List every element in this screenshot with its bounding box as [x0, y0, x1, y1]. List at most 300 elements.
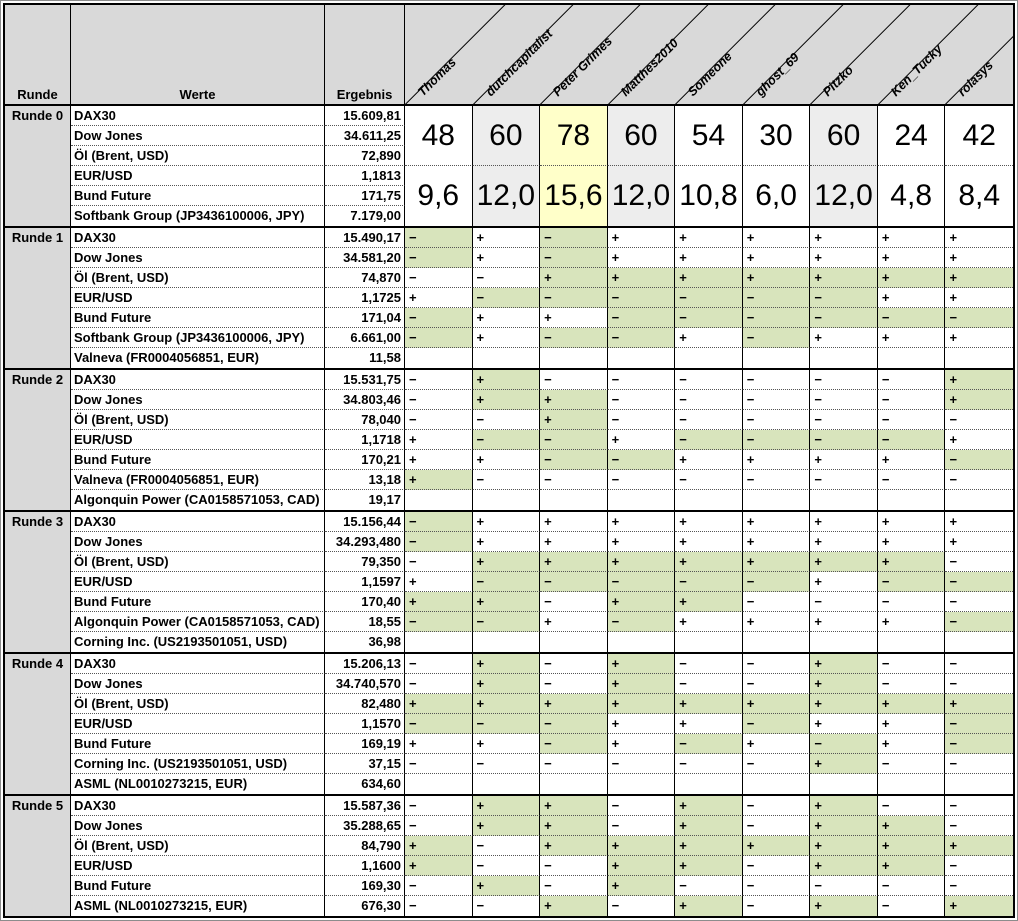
- prediction-cell[interactable]: [675, 632, 743, 652]
- instrument-cell[interactable]: DAX30: [71, 654, 325, 674]
- score-cell[interactable]: 54: [675, 106, 743, 166]
- prediction-cell[interactable]: +: [608, 592, 676, 612]
- instrument-cell[interactable]: Öl (Brent, USD): [71, 694, 325, 714]
- prediction-cell[interactable]: +: [810, 450, 878, 470]
- prediction-cell[interactable]: [675, 348, 743, 368]
- prediction-cell[interactable]: +: [540, 836, 608, 856]
- prediction-cell[interactable]: +: [878, 836, 946, 856]
- prediction-cell[interactable]: −: [473, 572, 541, 592]
- score-avg-cell[interactable]: 12,0: [608, 166, 676, 226]
- result-cell[interactable]: 34.293,480: [325, 532, 405, 552]
- prediction-cell[interactable]: −: [473, 896, 541, 916]
- instrument-cell[interactable]: DAX30: [71, 512, 325, 532]
- result-cell[interactable]: 6.661,00: [325, 328, 405, 348]
- prediction-cell[interactable]: −: [878, 430, 946, 450]
- result-cell[interactable]: 171,75: [325, 186, 405, 206]
- prediction-cell[interactable]: +: [810, 612, 878, 632]
- instrument-cell[interactable]: Dow Jones: [71, 126, 325, 146]
- prediction-cell[interactable]: [608, 632, 676, 652]
- prediction-cell[interactable]: −: [743, 390, 811, 410]
- prediction-cell[interactable]: −: [743, 816, 811, 836]
- prediction-cell[interactable]: +: [473, 512, 541, 532]
- prediction-cell[interactable]: +: [675, 612, 743, 632]
- instrument-cell[interactable]: Corning Inc. (US2193501051, USD): [71, 754, 325, 774]
- prediction-cell[interactable]: −: [405, 876, 473, 896]
- prediction-cell[interactable]: −: [540, 674, 608, 694]
- prediction-cell[interactable]: −: [810, 370, 878, 390]
- prediction-cell[interactable]: +: [810, 654, 878, 674]
- prediction-cell[interactable]: +: [473, 816, 541, 836]
- prediction-cell[interactable]: −: [810, 876, 878, 896]
- prediction-cell[interactable]: +: [810, 248, 878, 268]
- instrument-cell[interactable]: Dow Jones: [71, 532, 325, 552]
- prediction-cell[interactable]: −: [675, 734, 743, 754]
- prediction-cell[interactable]: [540, 348, 608, 368]
- prediction-cell[interactable]: −: [675, 370, 743, 390]
- prediction-cell[interactable]: +: [743, 532, 811, 552]
- prediction-cell[interactable]: −: [608, 410, 676, 430]
- score-cell[interactable]: 24: [878, 106, 946, 166]
- result-cell[interactable]: 11,58: [325, 348, 405, 368]
- result-cell[interactable]: 37,15: [325, 754, 405, 774]
- prediction-cell[interactable]: +: [540, 694, 608, 714]
- instrument-cell[interactable]: Bund Future: [71, 734, 325, 754]
- prediction-cell[interactable]: [675, 774, 743, 794]
- score-avg-cell[interactable]: 6,0: [743, 166, 811, 226]
- prediction-cell[interactable]: +: [608, 430, 676, 450]
- prediction-cell[interactable]: +: [675, 592, 743, 612]
- score-cell[interactable]: 60: [810, 106, 878, 166]
- prediction-cell[interactable]: +: [743, 248, 811, 268]
- prediction-cell[interactable]: −: [608, 328, 676, 348]
- result-cell[interactable]: 34.803,46: [325, 390, 405, 410]
- prediction-cell[interactable]: −: [405, 654, 473, 674]
- prediction-cell[interactable]: −: [675, 308, 743, 328]
- instrument-cell[interactable]: Dow Jones: [71, 390, 325, 410]
- result-cell[interactable]: 634,60: [325, 774, 405, 794]
- score-avg-cell[interactable]: 12,0: [810, 166, 878, 226]
- round-label[interactable]: Runde 3: [5, 512, 71, 652]
- prediction-cell[interactable]: −: [743, 572, 811, 592]
- prediction-cell[interactable]: −: [945, 674, 1013, 694]
- prediction-cell[interactable]: −: [945, 754, 1013, 774]
- instrument-cell[interactable]: EUR/USD: [71, 430, 325, 450]
- prediction-cell[interactable]: +: [675, 248, 743, 268]
- prediction-cell[interactable]: +: [473, 248, 541, 268]
- instrument-cell[interactable]: EUR/USD: [71, 572, 325, 592]
- prediction-cell[interactable]: −: [878, 654, 946, 674]
- prediction-cell[interactable]: +: [878, 694, 946, 714]
- prediction-cell[interactable]: +: [405, 592, 473, 612]
- prediction-cell[interactable]: −: [810, 410, 878, 430]
- prediction-cell[interactable]: −: [878, 796, 946, 816]
- prediction-cell[interactable]: +: [945, 328, 1013, 348]
- prediction-cell[interactable]: +: [405, 856, 473, 876]
- instrument-cell[interactable]: Algonquin Power (CA0158571053, CAD): [71, 490, 325, 510]
- result-cell[interactable]: 169,30: [325, 876, 405, 896]
- prediction-cell[interactable]: −: [473, 612, 541, 632]
- prediction-cell[interactable]: +: [878, 228, 946, 248]
- prediction-cell[interactable]: −: [675, 754, 743, 774]
- player-name-header[interactable]: rolasys: [955, 58, 997, 99]
- result-cell[interactable]: 34.581,20: [325, 248, 405, 268]
- prediction-cell[interactable]: −: [473, 288, 541, 308]
- prediction-cell[interactable]: −: [878, 754, 946, 774]
- prediction-cell[interactable]: −: [743, 674, 811, 694]
- prediction-cell[interactable]: −: [405, 714, 473, 734]
- prediction-cell[interactable]: +: [473, 552, 541, 572]
- prediction-cell[interactable]: −: [540, 754, 608, 774]
- prediction-cell[interactable]: [945, 348, 1013, 368]
- prediction-cell[interactable]: −: [945, 876, 1013, 896]
- prediction-cell[interactable]: +: [810, 754, 878, 774]
- score-avg-cell[interactable]: 15,6: [540, 166, 608, 226]
- prediction-cell[interactable]: −: [473, 268, 541, 288]
- prediction-cell[interactable]: +: [675, 552, 743, 572]
- prediction-cell[interactable]: +: [675, 714, 743, 734]
- prediction-cell[interactable]: +: [945, 694, 1013, 714]
- prediction-cell[interactable]: −: [473, 410, 541, 430]
- prediction-cell[interactable]: −: [540, 370, 608, 390]
- prediction-cell[interactable]: [608, 774, 676, 794]
- prediction-cell[interactable]: [540, 774, 608, 794]
- instrument-cell[interactable]: Softbank Group (JP3436100006, JPY): [71, 328, 325, 348]
- header-runde[interactable]: Runde: [5, 5, 71, 104]
- prediction-cell[interactable]: −: [743, 410, 811, 430]
- prediction-cell[interactable]: +: [878, 612, 946, 632]
- score-cell[interactable]: 78: [540, 106, 608, 166]
- instrument-cell[interactable]: Dow Jones: [71, 674, 325, 694]
- prediction-cell[interactable]: +: [743, 450, 811, 470]
- prediction-cell[interactable]: [810, 632, 878, 652]
- prediction-cell[interactable]: −: [743, 796, 811, 816]
- prediction-cell[interactable]: +: [608, 228, 676, 248]
- prediction-cell[interactable]: −: [540, 572, 608, 592]
- result-cell[interactable]: 78,040: [325, 410, 405, 430]
- prediction-cell[interactable]: −: [540, 734, 608, 754]
- prediction-cell[interactable]: −: [878, 572, 946, 592]
- score-avg-cell[interactable]: 12,0: [473, 166, 541, 226]
- prediction-cell[interactable]: −: [608, 390, 676, 410]
- prediction-cell[interactable]: −: [675, 876, 743, 896]
- prediction-cell[interactable]: −: [405, 796, 473, 816]
- prediction-cell[interactable]: +: [810, 674, 878, 694]
- player-name-header[interactable]: dutchcapitalist: [482, 26, 555, 99]
- round-label[interactable]: Runde 2: [5, 370, 71, 510]
- result-cell[interactable]: 676,30: [325, 896, 405, 916]
- prediction-cell[interactable]: −: [540, 654, 608, 674]
- header-werte[interactable]: Werte: [71, 5, 325, 104]
- player-name-header[interactable]: ghost_69: [752, 50, 802, 99]
- prediction-cell[interactable]: +: [405, 572, 473, 592]
- prediction-cell[interactable]: +: [608, 674, 676, 694]
- prediction-cell[interactable]: [473, 632, 541, 652]
- prediction-cell[interactable]: −: [675, 674, 743, 694]
- score-cell[interactable]: 60: [608, 106, 676, 166]
- round-label[interactable]: Runde 5: [5, 796, 71, 916]
- prediction-cell[interactable]: +: [945, 228, 1013, 248]
- prediction-cell[interactable]: −: [675, 410, 743, 430]
- prediction-cell[interactable]: −: [945, 308, 1013, 328]
- prediction-cell[interactable]: −: [405, 328, 473, 348]
- prediction-cell[interactable]: +: [473, 390, 541, 410]
- prediction-cell[interactable]: +: [810, 552, 878, 572]
- result-cell[interactable]: 74,870: [325, 268, 405, 288]
- prediction-cell[interactable]: +: [878, 328, 946, 348]
- prediction-cell[interactable]: −: [540, 876, 608, 896]
- result-cell[interactable]: 1,1600: [325, 856, 405, 876]
- prediction-cell[interactable]: −: [743, 856, 811, 876]
- prediction-cell[interactable]: +: [675, 896, 743, 916]
- prediction-cell[interactable]: +: [878, 512, 946, 532]
- prediction-cell[interactable]: −: [675, 470, 743, 490]
- prediction-cell[interactable]: +: [540, 552, 608, 572]
- prediction-cell[interactable]: −: [675, 430, 743, 450]
- prediction-cell[interactable]: −: [405, 268, 473, 288]
- instrument-cell[interactable]: Bund Future: [71, 876, 325, 896]
- prediction-cell[interactable]: −: [878, 674, 946, 694]
- player-name-header[interactable]: Ken_Tucky: [887, 42, 945, 99]
- prediction-cell[interactable]: +: [540, 268, 608, 288]
- prediction-cell[interactable]: +: [878, 734, 946, 754]
- prediction-cell[interactable]: −: [810, 390, 878, 410]
- instrument-cell[interactable]: Bund Future: [71, 308, 325, 328]
- prediction-cell[interactable]: −: [473, 430, 541, 450]
- prediction-cell[interactable]: [675, 490, 743, 510]
- prediction-cell[interactable]: −: [473, 470, 541, 490]
- prediction-cell[interactable]: −: [608, 816, 676, 836]
- instrument-cell[interactable]: Dow Jones: [71, 248, 325, 268]
- prediction-cell[interactable]: +: [810, 694, 878, 714]
- prediction-cell[interactable]: +: [675, 856, 743, 876]
- prediction-cell[interactable]: −: [945, 654, 1013, 674]
- prediction-cell[interactable]: −: [405, 612, 473, 632]
- prediction-cell[interactable]: +: [540, 390, 608, 410]
- prediction-cell[interactable]: −: [608, 470, 676, 490]
- prediction-cell[interactable]: +: [878, 856, 946, 876]
- prediction-cell[interactable]: +: [540, 796, 608, 816]
- prediction-cell[interactable]: −: [608, 450, 676, 470]
- instrument-cell[interactable]: Algonquin Power (CA0158571053, CAD): [71, 612, 325, 632]
- score-avg-cell[interactable]: 8,4: [945, 166, 1013, 226]
- prediction-cell[interactable]: −: [608, 370, 676, 390]
- prediction-cell[interactable]: +: [675, 228, 743, 248]
- result-cell[interactable]: 72,890: [325, 146, 405, 166]
- instrument-cell[interactable]: Valneva (FR0004056851, EUR): [71, 470, 325, 490]
- result-cell[interactable]: 18,55: [325, 612, 405, 632]
- prediction-cell[interactable]: −: [405, 370, 473, 390]
- instrument-cell[interactable]: DAX30: [71, 106, 325, 126]
- prediction-cell[interactable]: +: [878, 552, 946, 572]
- prediction-cell[interactable]: +: [878, 714, 946, 734]
- prediction-cell[interactable]: −: [405, 816, 473, 836]
- prediction-cell[interactable]: −: [540, 430, 608, 450]
- prediction-cell[interactable]: +: [945, 248, 1013, 268]
- player-name-header[interactable]: Pitzko: [820, 63, 857, 99]
- prediction-cell[interactable]: −: [945, 796, 1013, 816]
- prediction-cell[interactable]: −: [810, 592, 878, 612]
- prediction-cell[interactable]: +: [405, 694, 473, 714]
- prediction-cell[interactable]: −: [405, 674, 473, 694]
- prediction-cell[interactable]: −: [540, 714, 608, 734]
- prediction-cell[interactable]: −: [878, 370, 946, 390]
- prediction-cell[interactable]: +: [473, 328, 541, 348]
- prediction-cell[interactable]: [743, 632, 811, 652]
- prediction-cell[interactable]: −: [743, 876, 811, 896]
- prediction-cell[interactable]: +: [675, 836, 743, 856]
- prediction-cell[interactable]: +: [743, 734, 811, 754]
- instrument-cell[interactable]: Öl (Brent, USD): [71, 268, 325, 288]
- prediction-cell[interactable]: −: [473, 754, 541, 774]
- prediction-cell[interactable]: +: [608, 694, 676, 714]
- round-label[interactable]: Runde 1: [5, 228, 71, 368]
- prediction-cell[interactable]: +: [608, 268, 676, 288]
- instrument-cell[interactable]: Öl (Brent, USD): [71, 836, 325, 856]
- prediction-cell[interactable]: −: [810, 470, 878, 490]
- result-cell[interactable]: 171,04: [325, 308, 405, 328]
- prediction-cell[interactable]: +: [945, 896, 1013, 916]
- prediction-cell[interactable]: [945, 774, 1013, 794]
- prediction-cell[interactable]: [743, 348, 811, 368]
- result-cell[interactable]: 15.490,17: [325, 228, 405, 248]
- instrument-cell[interactable]: Corning Inc. (US2193501051, USD): [71, 632, 325, 652]
- prediction-cell[interactable]: −: [540, 328, 608, 348]
- prediction-cell[interactable]: +: [945, 370, 1013, 390]
- prediction-cell[interactable]: −: [540, 228, 608, 248]
- prediction-cell[interactable]: −: [878, 592, 946, 612]
- prediction-cell[interactable]: +: [945, 390, 1013, 410]
- prediction-cell[interactable]: +: [743, 512, 811, 532]
- prediction-cell[interactable]: −: [540, 450, 608, 470]
- prediction-cell[interactable]: [878, 490, 946, 510]
- prediction-cell[interactable]: +: [473, 654, 541, 674]
- prediction-cell[interactable]: +: [473, 450, 541, 470]
- prediction-cell[interactable]: −: [743, 654, 811, 674]
- result-cell[interactable]: 84,790: [325, 836, 405, 856]
- prediction-cell[interactable]: +: [473, 876, 541, 896]
- prediction-cell[interactable]: +: [608, 836, 676, 856]
- result-cell[interactable]: 170,40: [325, 592, 405, 612]
- prediction-cell[interactable]: [945, 632, 1013, 652]
- result-cell[interactable]: 1,1813: [325, 166, 405, 186]
- prediction-cell[interactable]: −: [743, 896, 811, 916]
- prediction-cell[interactable]: −: [878, 410, 946, 430]
- instrument-cell[interactable]: Bund Future: [71, 592, 325, 612]
- score-avg-cell[interactable]: 9,6: [405, 166, 473, 226]
- prediction-cell[interactable]: −: [405, 390, 473, 410]
- prediction-cell[interactable]: [405, 774, 473, 794]
- prediction-cell[interactable]: +: [945, 268, 1013, 288]
- prediction-cell[interactable]: +: [878, 532, 946, 552]
- prediction-cell[interactable]: −: [675, 288, 743, 308]
- result-cell[interactable]: 79,350: [325, 552, 405, 572]
- result-cell[interactable]: 15.206,13: [325, 654, 405, 674]
- prediction-cell[interactable]: −: [945, 734, 1013, 754]
- instrument-cell[interactable]: EUR/USD: [71, 856, 325, 876]
- prediction-cell[interactable]: [540, 490, 608, 510]
- prediction-cell[interactable]: −: [945, 450, 1013, 470]
- prediction-cell[interactable]: +: [608, 654, 676, 674]
- prediction-cell[interactable]: −: [675, 654, 743, 674]
- prediction-cell[interactable]: +: [675, 328, 743, 348]
- prediction-cell[interactable]: [810, 348, 878, 368]
- prediction-cell[interactable]: +: [675, 694, 743, 714]
- prediction-cell[interactable]: −: [743, 430, 811, 450]
- prediction-cell[interactable]: +: [810, 856, 878, 876]
- prediction-cell[interactable]: +: [810, 328, 878, 348]
- prediction-cell[interactable]: +: [743, 268, 811, 288]
- prediction-cell[interactable]: [608, 348, 676, 368]
- score-cell[interactable]: 48: [405, 106, 473, 166]
- prediction-cell[interactable]: +: [473, 532, 541, 552]
- score-avg-cell[interactable]: 4,8: [878, 166, 946, 226]
- prediction-cell[interactable]: −: [675, 572, 743, 592]
- prediction-cell[interactable]: +: [405, 836, 473, 856]
- prediction-cell[interactable]: +: [945, 836, 1013, 856]
- prediction-cell[interactable]: −: [405, 754, 473, 774]
- instrument-cell[interactable]: ASML (NL0010273215, EUR): [71, 896, 325, 916]
- prediction-cell[interactable]: +: [810, 836, 878, 856]
- prediction-cell[interactable]: +: [810, 714, 878, 734]
- prediction-cell[interactable]: −: [810, 308, 878, 328]
- score-cell[interactable]: 30: [743, 106, 811, 166]
- prediction-cell[interactable]: +: [945, 430, 1013, 450]
- prediction-cell[interactable]: [878, 348, 946, 368]
- instrument-cell[interactable]: Öl (Brent, USD): [71, 410, 325, 430]
- prediction-cell[interactable]: +: [540, 896, 608, 916]
- prediction-cell[interactable]: −: [608, 796, 676, 816]
- prediction-cell[interactable]: [878, 774, 946, 794]
- prediction-cell[interactable]: −: [608, 896, 676, 916]
- prediction-cell[interactable]: +: [810, 896, 878, 916]
- prediction-cell[interactable]: +: [810, 532, 878, 552]
- instrument-cell[interactable]: DAX30: [71, 228, 325, 248]
- prediction-cell[interactable]: −: [743, 470, 811, 490]
- result-cell[interactable]: 19,17: [325, 490, 405, 510]
- result-cell[interactable]: 15.609,81: [325, 106, 405, 126]
- instrument-cell[interactable]: EUR/USD: [71, 714, 325, 734]
- instrument-cell[interactable]: ASML (NL0010273215, EUR): [71, 774, 325, 794]
- prediction-cell[interactable]: +: [608, 512, 676, 532]
- prediction-cell[interactable]: +: [945, 288, 1013, 308]
- prediction-cell[interactable]: −: [540, 288, 608, 308]
- prediction-cell[interactable]: +: [810, 572, 878, 592]
- instrument-cell[interactable]: DAX30: [71, 370, 325, 390]
- prediction-cell[interactable]: −: [405, 896, 473, 916]
- prediction-cell[interactable]: +: [608, 248, 676, 268]
- prediction-cell[interactable]: +: [743, 228, 811, 248]
- prediction-cell[interactable]: −: [878, 470, 946, 490]
- player-name-header[interactable]: Matthes2010: [617, 36, 681, 99]
- prediction-cell[interactable]: +: [810, 268, 878, 288]
- prediction-cell[interactable]: +: [540, 816, 608, 836]
- prediction-cell[interactable]: +: [810, 816, 878, 836]
- prediction-cell[interactable]: +: [810, 796, 878, 816]
- prediction-cell[interactable]: [608, 490, 676, 510]
- result-cell[interactable]: 15.587,36: [325, 796, 405, 816]
- prediction-cell[interactable]: +: [405, 470, 473, 490]
- prediction-cell[interactable]: +: [405, 450, 473, 470]
- result-cell[interactable]: 170,21: [325, 450, 405, 470]
- prediction-cell[interactable]: [405, 348, 473, 368]
- prediction-cell[interactable]: −: [608, 572, 676, 592]
- prediction-cell[interactable]: +: [473, 308, 541, 328]
- prediction-cell[interactable]: −: [675, 390, 743, 410]
- prediction-cell[interactable]: +: [473, 370, 541, 390]
- prediction-cell[interactable]: +: [473, 228, 541, 248]
- prediction-cell[interactable]: −: [743, 754, 811, 774]
- prediction-cell[interactable]: +: [608, 714, 676, 734]
